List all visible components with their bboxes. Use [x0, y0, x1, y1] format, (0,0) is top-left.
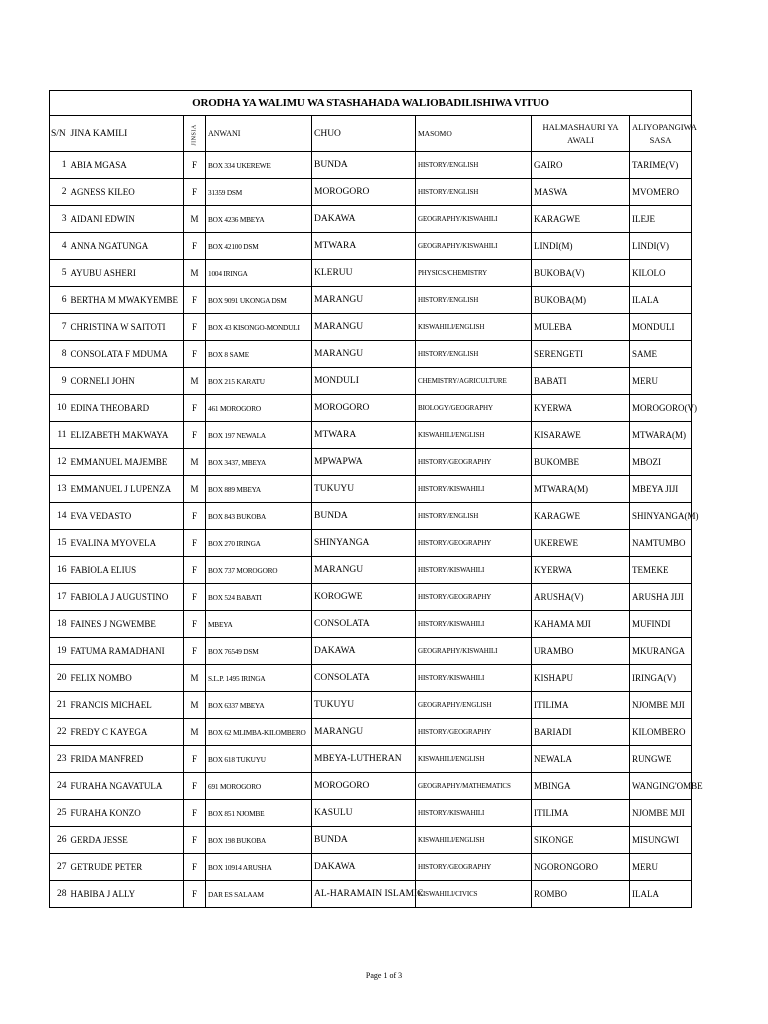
cell-subjects: KISWAHILI/ENGLISH: [416, 314, 532, 341]
cell-address: BOX 334 UKEREWE: [206, 152, 312, 179]
cell-original-council: MULEBA: [532, 314, 630, 341]
cell-row-number: 28: [50, 881, 69, 908]
cell-gender: F: [184, 827, 206, 854]
cell-subjects: HISTORY/GEOGRAPHY: [416, 719, 532, 746]
cell-original-council: ITILIMA: [532, 692, 630, 719]
cell-original-council: ROMBO: [532, 881, 630, 908]
table-row: [50, 638, 692, 665]
cell-original-council: KYERWA: [532, 557, 630, 584]
table-row: [50, 854, 692, 881]
cell-new-posting: MONDULI: [630, 314, 692, 341]
cell-original-council: SERENGETI: [532, 341, 630, 368]
cell-new-posting: MTWARA(M): [630, 422, 692, 449]
cell-row-number: 19: [50, 638, 69, 665]
cell-full-name: FURAHA NGAVATULA: [69, 773, 184, 800]
cell-college: MTWARA: [312, 233, 416, 260]
cell-gender: M: [184, 719, 206, 746]
cell-gender: M: [184, 692, 206, 719]
cell-subjects: HISTORY/KISWAHILI: [416, 665, 532, 692]
cell-row-number: 23: [50, 746, 69, 773]
cell-subjects: GEOGRAPHY/ENGLISH: [416, 692, 532, 719]
cell-original-council: BUKOBA(V): [532, 260, 630, 287]
cell-address: BOX 10914 ARUSHA: [206, 854, 312, 881]
cell-new-posting: ILALA: [630, 287, 692, 314]
cell-full-name: FAINES J NGWEMBE: [69, 611, 184, 638]
cell-address: DAR ES SALAAM: [206, 881, 312, 908]
cell-row-number: 16: [50, 557, 69, 584]
cell-new-posting: MUFINDI: [630, 611, 692, 638]
cell-full-name: ANNA NGATUNGA: [69, 233, 184, 260]
cell-new-posting: NJOMBE MJI: [630, 692, 692, 719]
cell-subjects: KISWAHILI/ENGLISH: [416, 746, 532, 773]
cell-address: BOX 8 SAME: [206, 341, 312, 368]
cell-college: BUNDA: [312, 152, 416, 179]
cell-subjects: GEOGRAPHY/KISWAHILI: [416, 206, 532, 233]
cell-college: TUKUYU: [312, 692, 416, 719]
cell-gender: F: [184, 773, 206, 800]
cell-original-council: LINDI(M): [532, 233, 630, 260]
cell-gender: F: [184, 557, 206, 584]
cell-new-posting: MOROGORO(V): [630, 395, 692, 422]
cell-subjects: HISTORY/ENGLISH: [416, 152, 532, 179]
cell-subjects: KISWAHILI/CIVICS: [416, 881, 532, 908]
cell-new-posting: MBOZI: [630, 449, 692, 476]
cell-subjects: CHEMISTRY/AGRICULTURE: [416, 368, 532, 395]
header-anwani: ANWANI: [206, 116, 312, 152]
cell-row-number: 1: [50, 152, 69, 179]
cell-gender: M: [184, 665, 206, 692]
cell-full-name: AYUBU ASHERI: [69, 260, 184, 287]
header-aliyopangiwa: ALIYOPANGIWA SASA: [630, 116, 692, 152]
cell-gender: F: [184, 638, 206, 665]
cell-original-council: SIKONGE: [532, 827, 630, 854]
cell-new-posting: KILOMBERO: [630, 719, 692, 746]
cell-address: MBEYA: [206, 611, 312, 638]
cell-address: S.L.P. 1495 IRINGA: [206, 665, 312, 692]
table-row: [50, 476, 692, 503]
cell-new-posting: TEMEKE: [630, 557, 692, 584]
cell-original-council: KISARAWE: [532, 422, 630, 449]
cell-new-posting: NAMTUMBO: [630, 530, 692, 557]
cell-full-name: EVA VEDASTO: [69, 503, 184, 530]
table-row: [50, 368, 692, 395]
table-row: [50, 800, 692, 827]
cell-new-posting: IRINGA(V): [630, 665, 692, 692]
cell-row-number: 11: [50, 422, 69, 449]
table-row: [50, 773, 692, 800]
cell-full-name: FABIOLA J AUGUSTINO: [69, 584, 184, 611]
cell-subjects: HISTORY/KISWAHILI: [416, 800, 532, 827]
cell-full-name: HABIBA J ALLY: [69, 881, 184, 908]
table-row: [50, 584, 692, 611]
page-footer: Page 1 of 3: [365, 971, 403, 980]
cell-address: 461 MOROGORO: [206, 395, 312, 422]
header-name: JINA KAMILI: [69, 116, 184, 152]
cell-row-number: 13: [50, 476, 69, 503]
cell-subjects: HISTORY/GEOGRAPHY: [416, 449, 532, 476]
cell-original-council: UKEREWE: [532, 530, 630, 557]
cell-full-name: GETRUDE PETER: [69, 854, 184, 881]
table-row: [50, 827, 692, 854]
cell-gender: F: [184, 179, 206, 206]
cell-address: BOX 9091 UKONGA DSM: [206, 287, 312, 314]
cell-gender: F: [184, 233, 206, 260]
cell-full-name: FREDY C KAYEGA: [69, 719, 184, 746]
cell-gender: F: [184, 395, 206, 422]
cell-new-posting: ARUSHA JIJI: [630, 584, 692, 611]
cell-address: BOX 851 NJOMBE: [206, 800, 312, 827]
cell-original-council: ITILIMA: [532, 800, 630, 827]
table-row: [50, 665, 692, 692]
cell-address: BOX 843 BUKOBA: [206, 503, 312, 530]
table-row: [50, 611, 692, 638]
cell-gender: F: [184, 746, 206, 773]
table-row: [50, 503, 692, 530]
cell-subjects: GEOGRAPHY/MATHEMATICS: [416, 773, 532, 800]
cell-full-name: BERTHA M MWAKYEMBE: [69, 287, 184, 314]
cell-new-posting: RUNGWE: [630, 746, 692, 773]
cell-gender: F: [184, 287, 206, 314]
cell-subjects: GEOGRAPHY/KISWAHILI: [416, 638, 532, 665]
table-row: [50, 152, 692, 179]
cell-college: MARANGU: [312, 719, 416, 746]
cell-college: MARANGU: [312, 557, 416, 584]
cell-college: SHINYANGA: [312, 530, 416, 557]
cell-original-council: MASWA: [532, 179, 630, 206]
cell-subjects: HISTORY/KISWAHILI: [416, 557, 532, 584]
cell-row-number: 27: [50, 854, 69, 881]
cell-college: KASULU: [312, 800, 416, 827]
cell-new-posting: SAME: [630, 341, 692, 368]
cell-new-posting: MKURANGA: [630, 638, 692, 665]
table-row: [50, 287, 692, 314]
cell-full-name: AIDANI EDWIN: [69, 206, 184, 233]
cell-row-number: 24: [50, 773, 69, 800]
table-row: [50, 395, 692, 422]
cell-address: BOX 198 BUKOBA: [206, 827, 312, 854]
cell-original-council: BUKOMBE: [532, 449, 630, 476]
cell-row-number: 9: [50, 368, 69, 395]
cell-college: AL-HARAMAIN ISLAMIC: [312, 881, 416, 908]
cell-original-council: GAIRO: [532, 152, 630, 179]
cell-subjects: HISTORY/KISWAHILI: [416, 476, 532, 503]
cell-row-number: 12: [50, 449, 69, 476]
cell-full-name: FURAHA KONZO: [69, 800, 184, 827]
cell-row-number: 3: [50, 206, 69, 233]
cell-subjects: HISTORY/GEOGRAPHY: [416, 530, 532, 557]
cell-gender: M: [184, 368, 206, 395]
cell-college: KOROGWE: [312, 584, 416, 611]
cell-subjects: PHYSICS/CHEMISTRY: [416, 260, 532, 287]
cell-college: MARANGU: [312, 287, 416, 314]
cell-new-posting: ILALA: [630, 881, 692, 908]
cell-original-council: NGORONGORO: [532, 854, 630, 881]
cell-original-council: KARAGWE: [532, 206, 630, 233]
cell-college: BUNDA: [312, 827, 416, 854]
cell-gender: M: [184, 476, 206, 503]
table-row: [50, 449, 692, 476]
table-row: [50, 233, 692, 260]
cell-new-posting: MVOMERO: [630, 179, 692, 206]
cell-new-posting: ILEJE: [630, 206, 692, 233]
cell-original-council: BUKOBA(M): [532, 287, 630, 314]
cell-full-name: FABIOLA ELIUS: [69, 557, 184, 584]
cell-full-name: ELIZABETH MAKWAYA: [69, 422, 184, 449]
cell-address: BOX 618 TUKUYU: [206, 746, 312, 773]
cell-row-number: 26: [50, 827, 69, 854]
cell-subjects: HISTORY/GEOGRAPHY: [416, 854, 532, 881]
cell-address: BOX 524 BABATI: [206, 584, 312, 611]
cell-address: BOX 62 MLIMBA-KILOMBERO: [206, 719, 312, 746]
cell-gender: F: [184, 152, 206, 179]
cell-gender: M: [184, 206, 206, 233]
cell-college: MARANGU: [312, 314, 416, 341]
cell-college: MOROGORO: [312, 773, 416, 800]
cell-college: MPWAPWA: [312, 449, 416, 476]
cell-college: MOROGORO: [312, 395, 416, 422]
cell-full-name: GERDA JESSE: [69, 827, 184, 854]
cell-college: BUNDA: [312, 503, 416, 530]
cell-gender: F: [184, 881, 206, 908]
cell-address: BOX 6337 MBEYA: [206, 692, 312, 719]
cell-college: KLERUU: [312, 260, 416, 287]
cell-row-number: 21: [50, 692, 69, 719]
cell-original-council: KYERWA: [532, 395, 630, 422]
cell-subjects: HISTORY/ENGLISH: [416, 341, 532, 368]
cell-college: MARANGU: [312, 341, 416, 368]
table-row: [50, 746, 692, 773]
cell-row-number: 14: [50, 503, 69, 530]
cell-original-council: ARUSHA(V): [532, 584, 630, 611]
cell-row-number: 18: [50, 611, 69, 638]
cell-new-posting: SHINYANGA(M): [630, 503, 692, 530]
cell-new-posting: LINDI(V): [630, 233, 692, 260]
cell-new-posting: NJOMBE MJI: [630, 800, 692, 827]
cell-full-name: EDINA THEOBARD: [69, 395, 184, 422]
cell-address: BOX 215 KARATU: [206, 368, 312, 395]
cell-subjects: BIOLOGY/GEOGRAPHY: [416, 395, 532, 422]
cell-full-name: EMMANUEL MAJEMBE: [69, 449, 184, 476]
cell-full-name: CORNELI JOHN: [69, 368, 184, 395]
cell-address: 31359 DSM: [206, 179, 312, 206]
cell-gender: F: [184, 314, 206, 341]
cell-row-number: 25: [50, 800, 69, 827]
cell-college: TUKUYU: [312, 476, 416, 503]
cell-address: BOX 737 MOROGORO: [206, 557, 312, 584]
cell-row-number: 17: [50, 584, 69, 611]
cell-subjects: HISTORY/GEOGRAPHY: [416, 584, 532, 611]
cell-full-name: ABIA MGASA: [69, 152, 184, 179]
cell-new-posting: MBEYA JIJI: [630, 476, 692, 503]
cell-address: BOX 42100 DSM: [206, 233, 312, 260]
cell-row-number: 15: [50, 530, 69, 557]
cell-full-name: FRIDA MANFRED: [69, 746, 184, 773]
table-row: [50, 314, 692, 341]
cell-address: BOX 43 KISONGO-MONDULI: [206, 314, 312, 341]
title-row: [50, 91, 692, 116]
cell-college: DAKAWA: [312, 206, 416, 233]
cell-original-council: NEWALA: [532, 746, 630, 773]
cell-original-council: MBINGA: [532, 773, 630, 800]
cell-row-number: 20: [50, 665, 69, 692]
cell-address: BOX 197 NEWALA: [206, 422, 312, 449]
table-row: [50, 557, 692, 584]
cell-original-council: BARIADI: [532, 719, 630, 746]
cell-new-posting: WANGING'OMBE: [630, 773, 692, 800]
cell-address: 691 MOROGORO: [206, 773, 312, 800]
cell-gender: F: [184, 800, 206, 827]
cell-gender: F: [184, 341, 206, 368]
cell-new-posting: TARIME(V): [630, 152, 692, 179]
cell-college: MOROGORO: [312, 179, 416, 206]
cell-gender: F: [184, 854, 206, 881]
cell-original-council: MTWARA(M): [532, 476, 630, 503]
cell-new-posting: MERU: [630, 368, 692, 395]
cell-original-council: URAMBO: [532, 638, 630, 665]
cell-full-name: FRANCIS MICHAEL: [69, 692, 184, 719]
cell-address: BOX 889 MBEYA: [206, 476, 312, 503]
cell-college: CONSOLATA: [312, 611, 416, 638]
cell-gender: F: [184, 503, 206, 530]
cell-college: DAKAWA: [312, 638, 416, 665]
cell-row-number: 5: [50, 260, 69, 287]
cell-full-name: CONSOLATA F MDUMA: [69, 341, 184, 368]
cell-college: CONSOLATA: [312, 665, 416, 692]
cell-gender: F: [184, 530, 206, 557]
table-row: [50, 530, 692, 557]
table-row: [50, 719, 692, 746]
cell-new-posting: MERU: [630, 854, 692, 881]
cell-gender: F: [184, 422, 206, 449]
cell-subjects: HISTORY/ENGLISH: [416, 503, 532, 530]
cell-original-council: KISHAPU: [532, 665, 630, 692]
cell-address: BOX 4236 MBEYA: [206, 206, 312, 233]
header-halmashauri: HALMASHAURI YA AWALI: [532, 116, 630, 152]
cell-college: MONDULI: [312, 368, 416, 395]
cell-full-name: EMMANUEL J LUPENZA: [69, 476, 184, 503]
header-sn: S/N: [50, 116, 69, 152]
table-row: [50, 692, 692, 719]
cell-college: MTWARA: [312, 422, 416, 449]
cell-subjects: KISWAHILI/ENGLISH: [416, 422, 532, 449]
cell-gender: F: [184, 611, 206, 638]
cell-subjects: HISTORY/ENGLISH: [416, 287, 532, 314]
cell-full-name: FATUMA RAMADHANI: [69, 638, 184, 665]
cell-full-name: CHRISTINA W SAITOTI: [69, 314, 184, 341]
table-row: [50, 179, 692, 206]
cell-row-number: 10: [50, 395, 69, 422]
cell-college: MBEYA-LUTHERAN: [312, 746, 416, 773]
cell-original-council: KARAGWE: [532, 503, 630, 530]
cell-original-council: BABATI: [532, 368, 630, 395]
teachers-table: [49, 90, 703, 908]
cell-address: BOX 270 IRINGA: [206, 530, 312, 557]
cell-address: BOX 3437, MBEYA: [206, 449, 312, 476]
header-row: [50, 116, 692, 152]
table-row: [50, 881, 692, 908]
cell-row-number: 6: [50, 287, 69, 314]
cell-subjects: HISTORY/ENGLISH: [416, 179, 532, 206]
cell-row-number: 4: [50, 233, 69, 260]
table-row: [50, 206, 692, 233]
header-chuo: CHUO: [312, 116, 416, 152]
cell-college: DAKAWA: [312, 854, 416, 881]
cell-row-number: 8: [50, 341, 69, 368]
cell-gender: M: [184, 260, 206, 287]
cell-address: 1004 IRINGA: [206, 260, 312, 287]
cell-subjects: GEOGRAPHY/KISWAHILI: [416, 233, 532, 260]
header-masomo: MASOMO: [416, 116, 532, 152]
cell-new-posting: MISUNGWI: [630, 827, 692, 854]
cell-original-council: KAHAMA MJI: [532, 611, 630, 638]
cell-full-name: EVALINA MYOVELA: [69, 530, 184, 557]
cell-subjects: KISWAHILI/ENGLISH: [416, 827, 532, 854]
cell-row-number: 7: [50, 314, 69, 341]
cell-gender: F: [184, 584, 206, 611]
cell-row-number: 2: [50, 179, 69, 206]
cell-gender: M: [184, 449, 206, 476]
header-jinsia-label: JINSIA: [191, 123, 198, 146]
document-title: ORODHA YA WALIMU WA STASHAHADA WALIOBADILISHIWA VITUO: [50, 91, 692, 116]
table-row: [50, 260, 692, 287]
cell-address: BOX 76549 DSM: [206, 638, 312, 665]
table-row: [50, 422, 692, 449]
table-row: [50, 341, 692, 368]
cell-full-name: FELIX NOMBO: [69, 665, 184, 692]
cell-full-name: AGNESS KILEO: [69, 179, 184, 206]
header-jinsia: [184, 116, 206, 152]
cell-row-number: 22: [50, 719, 69, 746]
cell-new-posting: KILOLO: [630, 260, 692, 287]
cell-subjects: HISTORY/KISWAHILI: [416, 611, 532, 638]
